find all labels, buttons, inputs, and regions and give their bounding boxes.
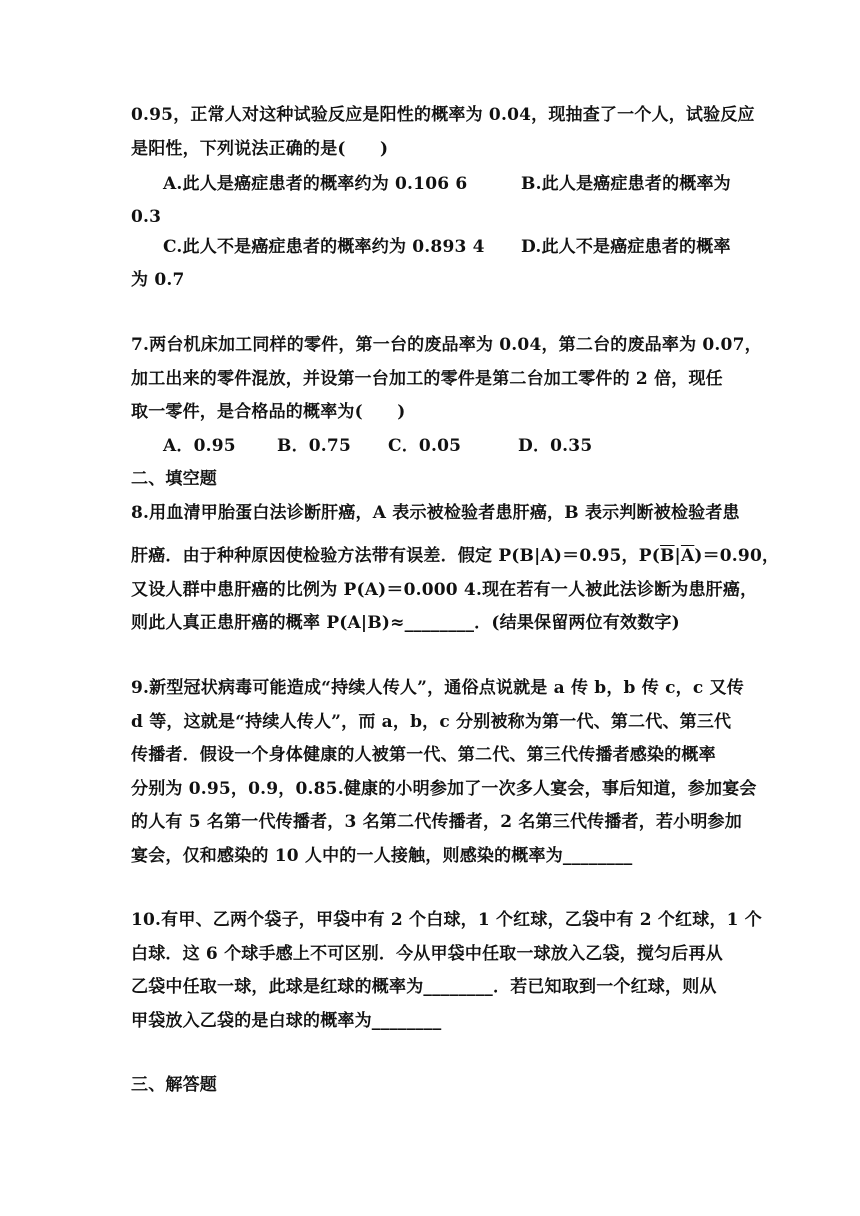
q6-option-d: D.此人不是癌症患者的概率 bbox=[521, 237, 731, 257]
q9-line1: 9.新型冠状病毒可能造成“持续人传人”，通俗点说就是 a 传 b，b 传 c，c 又传 bbox=[131, 678, 744, 698]
q9-line6: 宴会，仅和感染的 10 人中的一人接触，则感染的概率为________ bbox=[131, 846, 633, 866]
q8-b-complement: $\overline{B}$ bbox=[659, 546, 675, 566]
section-fill-in-title: 二、填空题 bbox=[131, 469, 217, 489]
q8-given-bar: | bbox=[674, 546, 681, 566]
q7-stem-line2: 加工出来的零件混放，并设第一台加工的零件是第二台加工零件的 2 倍，现任 bbox=[131, 369, 723, 389]
q7-option-b: B．0.75 bbox=[277, 436, 351, 456]
q7-option-c: C．0.05 bbox=[388, 436, 462, 456]
q6-stem-line2: 是阳性，下列说法正确的是( ) bbox=[131, 139, 389, 159]
q8-line4: 则此人真正患肝癌的概率 P(A|B)≈________．(结果保留两位有效数字) bbox=[131, 613, 680, 633]
q10-line4: 甲袋放入乙袋的是白球的概率为________ bbox=[131, 1011, 442, 1031]
q9-line3: 传播者．假设一个身体健康的人被第一代、第二代、第三代传播者感染的概率 bbox=[131, 745, 716, 765]
q10-line2: 白球．这 6 个球手感上不可区别．今从甲袋中任取一球放入乙袋，搅匀后再从 bbox=[131, 944, 723, 964]
section-answer-title: 三、解答题 bbox=[131, 1075, 217, 1095]
q6-option-c: C.此人不是癌症患者的概率约为 0.893 4 bbox=[163, 237, 485, 257]
q8-line3: 又设人群中患肝癌的比例为 P(A)＝0.000 4.现在若有一人被此法诊断为患肝癌， bbox=[131, 580, 758, 600]
q8-line2 bbox=[131, 545, 779, 567]
q7-stem-line1: 7.两台机床加工同样的零件，第一台的废品率为 0.04，第二台的废品率为 0.07， bbox=[131, 335, 762, 355]
q9-line5: 的人有 5 名第一代传播者，3 名第二代传播者，2 名第三代传播者，若小明参加 bbox=[131, 812, 742, 832]
q6-stem-line1: 0.95，正常人对这种试验反应是阳性的概率为 0.04，现抽查了一个人，试验反应 bbox=[131, 105, 755, 125]
q7-stem-line3: 取一零件，是合格品的概率为( ) bbox=[131, 402, 406, 422]
q9-line4: 分别为 0.95，0.9，0.85.健康的小明参加了一次多人宴会，事后知道，参加宴会 bbox=[131, 779, 757, 799]
q6-option-b: B.此人是癌症患者的概率为 bbox=[521, 174, 731, 194]
q10-line3: 乙袋中任取一球，此球是红球的概率为________．若已知取到一个红球，则从 bbox=[131, 977, 717, 997]
q9-line2: d 等，这就是“持续人传人”，而 a，b，c 分别被称为第一代、第二代、第三代 bbox=[131, 712, 732, 732]
q8-line2-end: )＝0.90， bbox=[694, 546, 780, 566]
q6-option-a: A.此人是癌症患者的概率约为 0.106 6 bbox=[163, 174, 468, 194]
q8-a-complement: $\overline{A}$ bbox=[680, 546, 695, 566]
q10-line1: 10.有甲、乙两个袋子，甲袋中有 2 个白球，1 个红球，乙袋中有 2 个红球，1 个 bbox=[131, 910, 762, 930]
q6-option-d-continued: 为 0.7 bbox=[131, 270, 185, 290]
q7-option-a: A．0.95 bbox=[163, 436, 236, 456]
q8-line1: 8.用血清甲胎蛋白法诊断肝癌，A 表示被检验者患肝癌，B 表示判断被检验者患 bbox=[131, 503, 740, 523]
q7-option-d: D．0.35 bbox=[518, 436, 593, 456]
q8-line2-text: 肝癌．由于种种原因使检验方法带有误差．假定 P(B|A)＝0.95，P( bbox=[131, 546, 660, 566]
q6-option-b-continued: 0.3 bbox=[131, 207, 162, 227]
